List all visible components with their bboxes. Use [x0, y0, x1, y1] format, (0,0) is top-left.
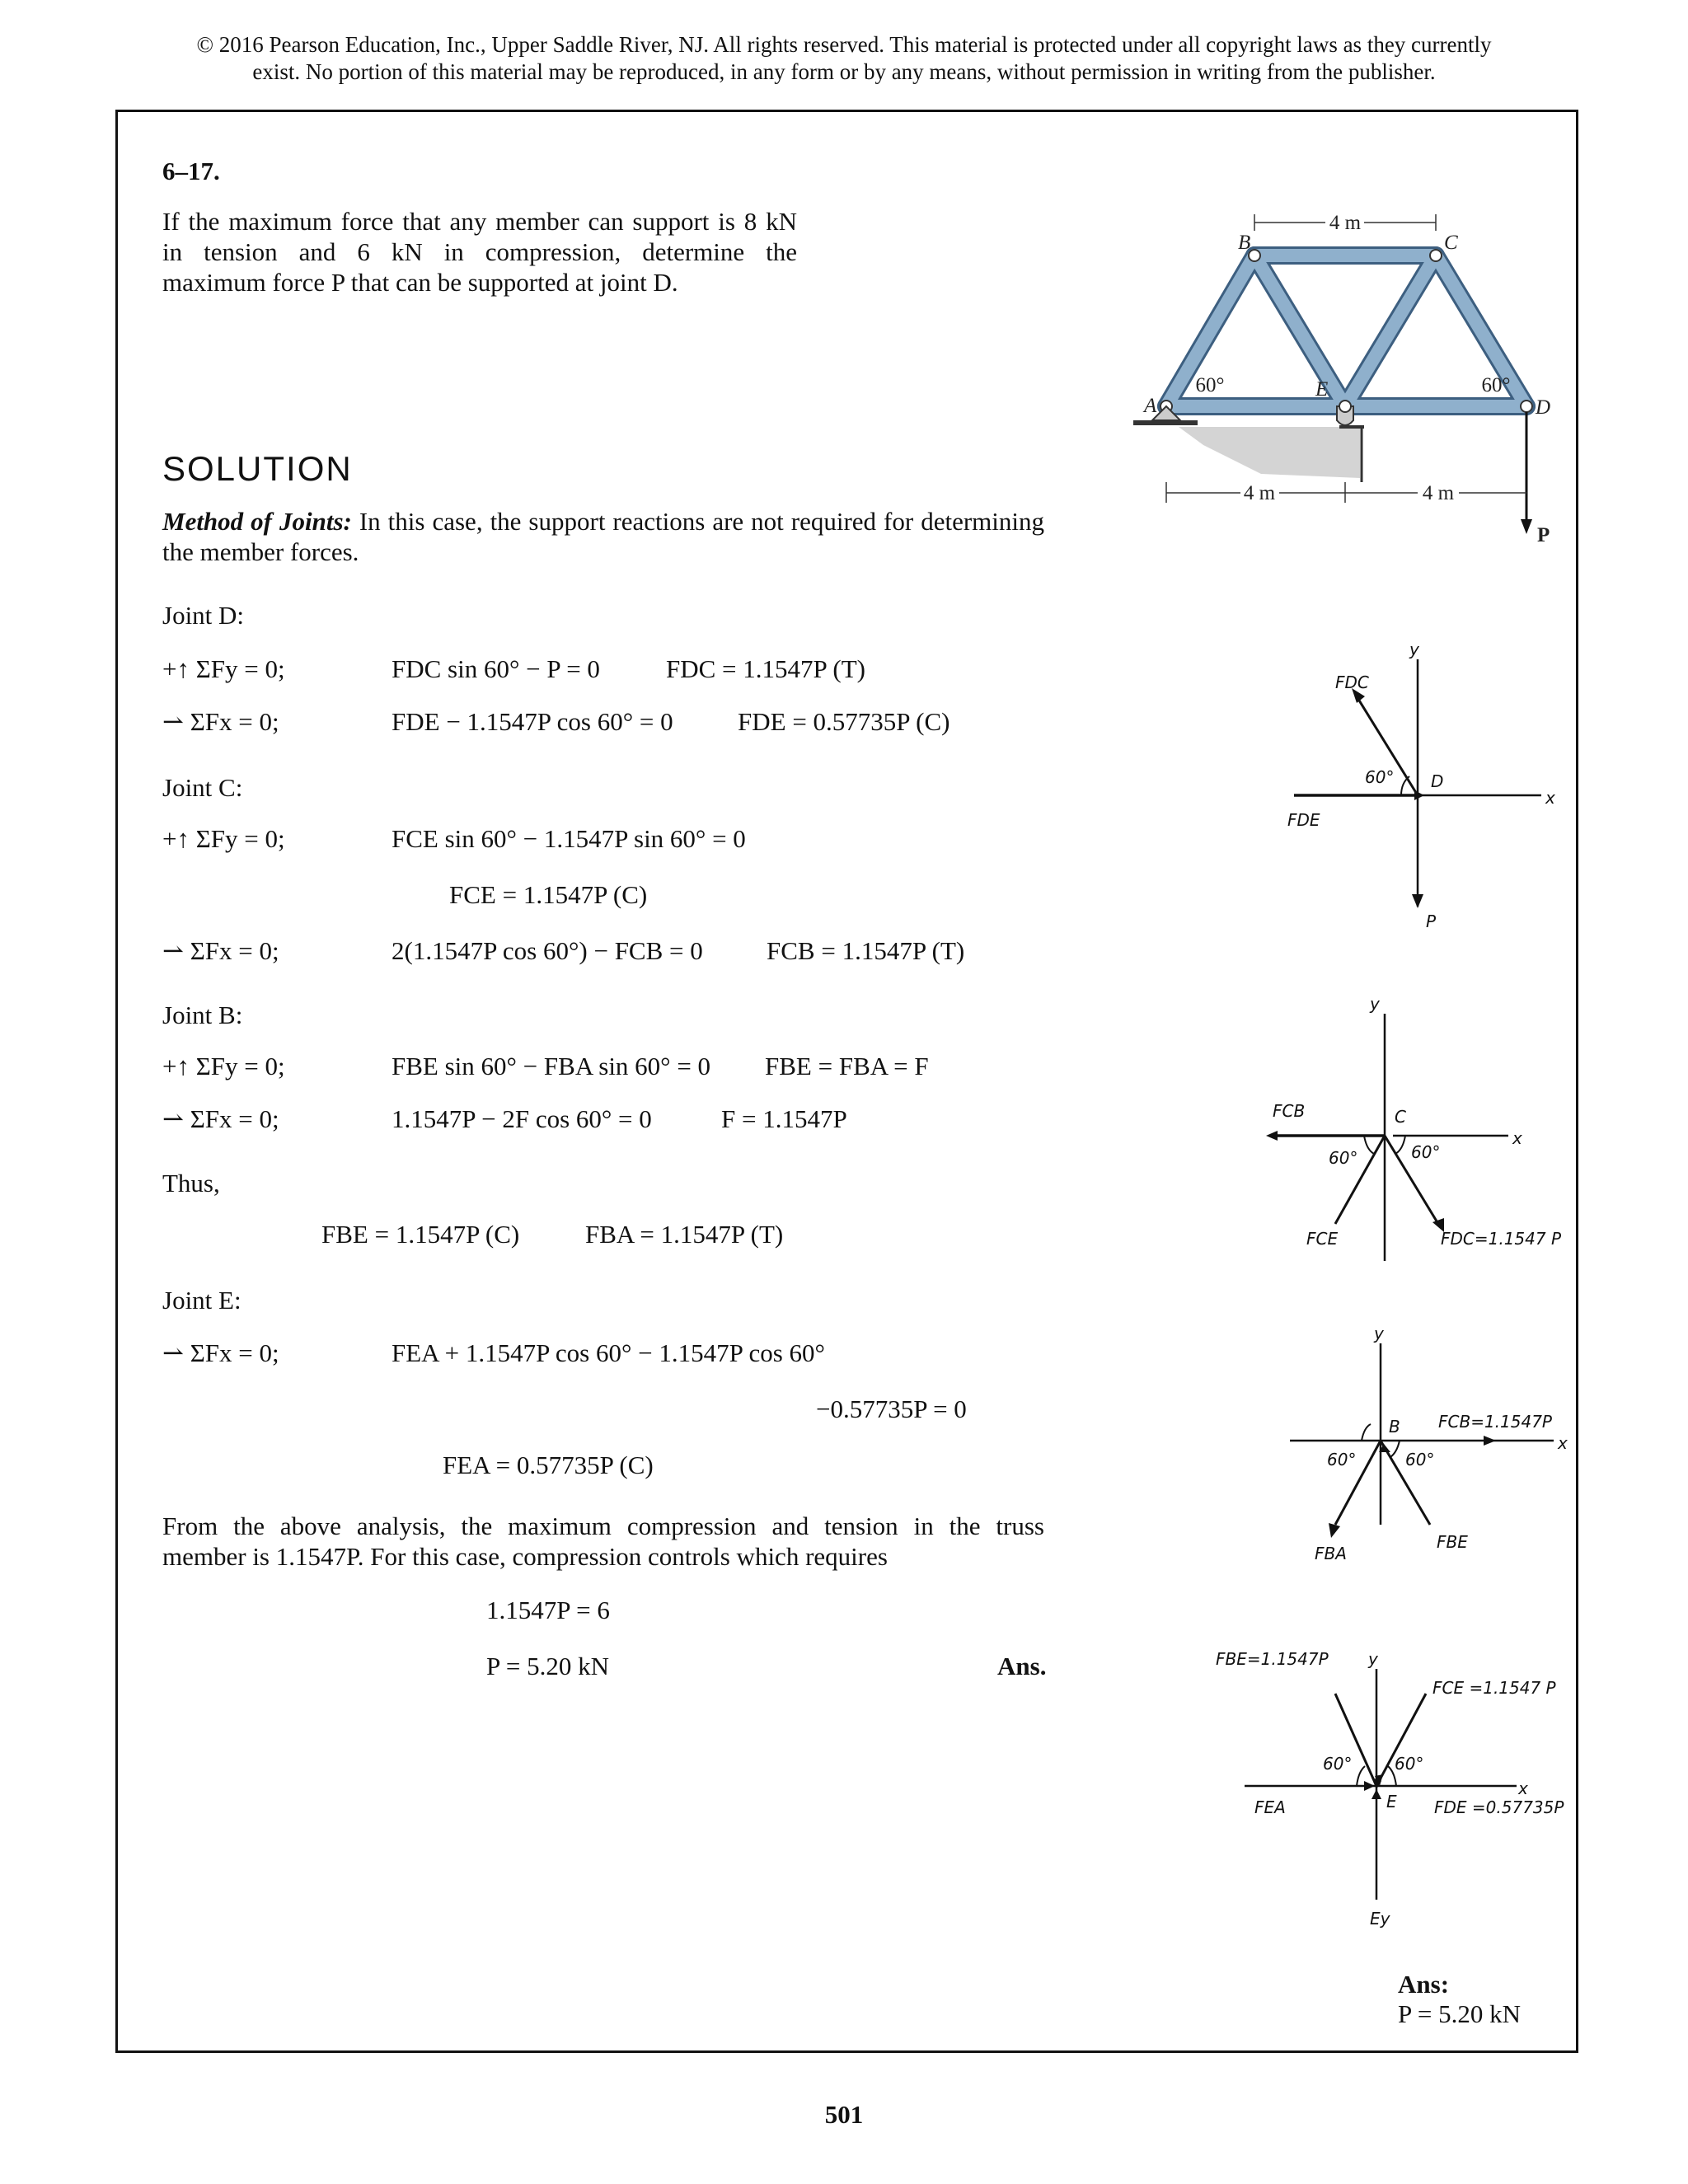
copyright-notice: [124, 31, 1564, 86]
problem-number: 6–17.: [162, 157, 220, 185]
fbd-c-x: x: [1512, 1128, 1522, 1148]
member-be-fill: [1254, 255, 1345, 406]
fbd-c-angle-arc-right: [1395, 1136, 1405, 1154]
joint-e-eq-1: FEA + 1.1547P cos 60° − 1.1547P cos 60°: [392, 1338, 825, 1367]
fbd-b-angle-arc-left: [1362, 1424, 1371, 1441]
pin-c: [1430, 250, 1442, 261]
joint-d-eq-1: FDC sin 60° − P = 0: [392, 654, 600, 683]
fbd-c-fdc: FDC=1.1547 P: [1441, 1229, 1562, 1249]
fbd-c-angle-right: 60°: [1411, 1142, 1441, 1162]
joint-e-eq-1-continued: −0.57735P = 0: [816, 1394, 967, 1423]
fbd-e-x: x: [1518, 1779, 1528, 1798]
method-paragraph: [162, 506, 1044, 567]
fbd-b-fcb-arrowhead: [1484, 1436, 1496, 1446]
fbd-d-fde-arrowhead: [1414, 790, 1424, 800]
joint-c-result-2: FCB = 1.1547P (T): [767, 936, 965, 965]
fbd-b-fbe: FBE: [1437, 1532, 1468, 1552]
fbd-b-joint: B: [1389, 1417, 1400, 1436]
joint-b-eq-1: FBE sin 60° − FBA sin 60° = 0: [392, 1052, 711, 1080]
pin-e: [1339, 401, 1351, 412]
truss-label-c: C: [1444, 232, 1458, 254]
conclusion-line-2: member is 1.1547P. For this case, compression controls which requires: [162, 1542, 888, 1571]
fbd-b-x: x: [1558, 1433, 1568, 1453]
joint-b-eq-2: 1.1547P − 2F cos 60° = 0: [392, 1104, 652, 1133]
load-arrowhead: [1521, 519, 1532, 534]
joint-d-result-1: FDC = 1.1547P (T): [666, 654, 865, 683]
pin-d: [1521, 401, 1532, 412]
joint-c-sum-y: +↑ ΣFy = 0;: [162, 824, 285, 853]
fbd-d-y: y: [1409, 640, 1419, 659]
problem-line-2: in tension and 6 kN in compression, determine the: [162, 237, 797, 266]
joint-e-heading: Joint E:: [162, 1286, 241, 1315]
fbd-c-angle-left: 60°: [1329, 1148, 1358, 1168]
joint-b-heading: Joint B:: [162, 1001, 243, 1029]
fbd-joint-e: [1212, 1636, 1566, 1933]
copyright-line-1: © 2016 Pearson Education, Inc., Upper Saddle River, NJ. All rights reserved. This material is protected under all copyright laws as they currently: [196, 32, 1492, 57]
page-number: 501: [824, 2100, 864, 2129]
method-text: In this case, the support reactions are not required for determining the member forces.: [162, 507, 1044, 566]
fbd-c-fcb-arrowhead: [1266, 1131, 1278, 1141]
fbd-e-fea-arrowhead: [1364, 1781, 1375, 1791]
fbd-e-angle-right: 60°: [1395, 1754, 1424, 1774]
fbd-d-p-arrowhead: [1412, 894, 1423, 908]
fbd-e-fde: FDE =0.57735P: [1434, 1797, 1564, 1817]
fbd-e-ey: Ey: [1370, 1909, 1390, 1929]
fbd-d-joint: D: [1431, 771, 1444, 791]
copyright-line-2: exist. No portion of this material may be reproduced, in any form or by any means, without permission in writing from the publisher.: [252, 59, 1436, 84]
answer-box-value: P = 5.20 kN: [1398, 1999, 1521, 2028]
fbd-e-fea: FEA: [1254, 1797, 1286, 1817]
thus-result-2: FBA = 1.1547P (T): [585, 1220, 784, 1249]
fbd-e-fce: FCE =1.1547 P: [1432, 1678, 1556, 1698]
joint-e-sum-x: ⇀ ΣFx = 0;: [162, 1338, 279, 1367]
joint-d-heading: Joint D:: [162, 601, 245, 630]
joint-d-eq-2: FDE − 1.1547P cos 60° = 0: [392, 707, 673, 736]
fbd-c-joint: C: [1395, 1107, 1406, 1127]
truss-dim-top: 4 m: [1329, 212, 1362, 234]
thus-result-1: FBE = 1.1547P (C): [321, 1220, 520, 1249]
fbd-joint-b: [1282, 1319, 1595, 1582]
method-label: Method of Joints:: [162, 507, 352, 536]
fbd-e-joint: E: [1386, 1792, 1397, 1811]
fbd-e-angle-left: 60°: [1323, 1754, 1353, 1774]
fbd-b-fba-arrowhead: [1329, 1523, 1340, 1538]
joint-d-sum-x: ⇀ ΣFx = 0;: [162, 707, 279, 736]
fbd-c-angle-arc-left: [1364, 1136, 1374, 1154]
ground-hatch: [1179, 427, 1360, 478]
truss-angle-left: 60°: [1195, 374, 1225, 396]
fbd-c-fce: FCE: [1306, 1229, 1339, 1249]
fbd-joint-c: [1261, 989, 1591, 1269]
truss-diagram: [1121, 198, 1582, 544]
final-equation-1: 1.1547P = 6: [486, 1596, 610, 1624]
answer-label: Ans.: [997, 1652, 1047, 1680]
truss-dim-bottom-right: 4 m: [1422, 482, 1455, 504]
fbd-d-x: x: [1545, 788, 1555, 808]
truss-label-a: A: [1144, 395, 1157, 417]
dim-bottom: [1166, 482, 1526, 503]
member-ce-fill: [1345, 255, 1436, 406]
fbd-b-y: y: [1374, 1324, 1384, 1343]
thus-label: Thus,: [162, 1169, 220, 1197]
joint-c-eq-2: 2(1.1547P cos 60°) − FCB = 0: [392, 936, 703, 965]
truss-label-e: E: [1315, 378, 1329, 401]
truss-label-b: B: [1238, 232, 1251, 254]
problem-line-3: [162, 268, 678, 298]
fbd-e-fbe: FBE=1.1547P: [1216, 1649, 1329, 1669]
fbd-b-angle-arc-right: [1390, 1441, 1400, 1457]
joint-b-result-1: FBE = FBA = F: [765, 1052, 929, 1080]
fbd-e-angle-arc-left: [1357, 1766, 1365, 1786]
joint-b-sum-y: +↑ ΣFy = 0;: [162, 1052, 285, 1080]
fbd-e-y: y: [1368, 1649, 1378, 1669]
joint-c-eq-1: FCE sin 60° − 1.1547P sin 60° = 0: [392, 824, 746, 853]
fbd-d-p: P: [1426, 912, 1437, 931]
fbd-c-y: y: [1370, 994, 1380, 1014]
problem-line-3-text: maximum force P that can be supported at joint D.: [162, 268, 678, 297]
final-equation-2: P = 5.20 kN: [486, 1652, 609, 1680]
joint-b-result-2: F = 1.1547P: [721, 1104, 847, 1133]
joint-c-result-1: FCE = 1.1547P (C): [449, 880, 648, 909]
fbd-e-ey-arrowhead: [1372, 1789, 1381, 1799]
problem-line-1: If the maximum force that any member can support is 8 kN: [162, 207, 797, 236]
joint-c-sum-x: ⇀ ΣFx = 0;: [162, 936, 279, 965]
joint-d-sum-y: +↑ ΣFy = 0;: [162, 654, 285, 683]
fbd-d-fde: FDE: [1287, 810, 1320, 830]
truss-label-d: D: [1536, 396, 1551, 419]
conclusion-line-1: From the above analysis, the maximum compression and tension in the truss: [162, 1511, 1044, 1540]
fbd-d-fdc: FDC: [1335, 673, 1369, 692]
truss-label-p: P: [1537, 524, 1550, 546]
fbd-b-angle-left: 60°: [1327, 1450, 1357, 1469]
joint-c-heading: Joint C:: [162, 773, 243, 802]
joint-d-result-2: FDE = 0.57735P (C): [738, 707, 950, 736]
joint-e-result: FEA = 0.57735P (C): [443, 1451, 654, 1479]
fbd-b-fcb: FCB=1.1547P: [1438, 1412, 1552, 1432]
truss-angle-right: 60°: [1481, 374, 1511, 396]
truss-dim-bottom-left: 4 m: [1243, 482, 1276, 504]
fbd-d-angle: 60°: [1365, 767, 1395, 787]
fbd-c-fcb: FCB: [1273, 1101, 1306, 1121]
joint-b-sum-x: ⇀ ΣFx = 0;: [162, 1104, 279, 1133]
solution-heading: SOLUTION: [162, 449, 353, 488]
fbd-b-fba: FBA: [1315, 1544, 1347, 1563]
fbd-b-angle-right: 60°: [1405, 1450, 1435, 1469]
fbd-joint-d: [1278, 635, 1574, 940]
answer-box-label: Ans:: [1398, 1970, 1450, 1999]
